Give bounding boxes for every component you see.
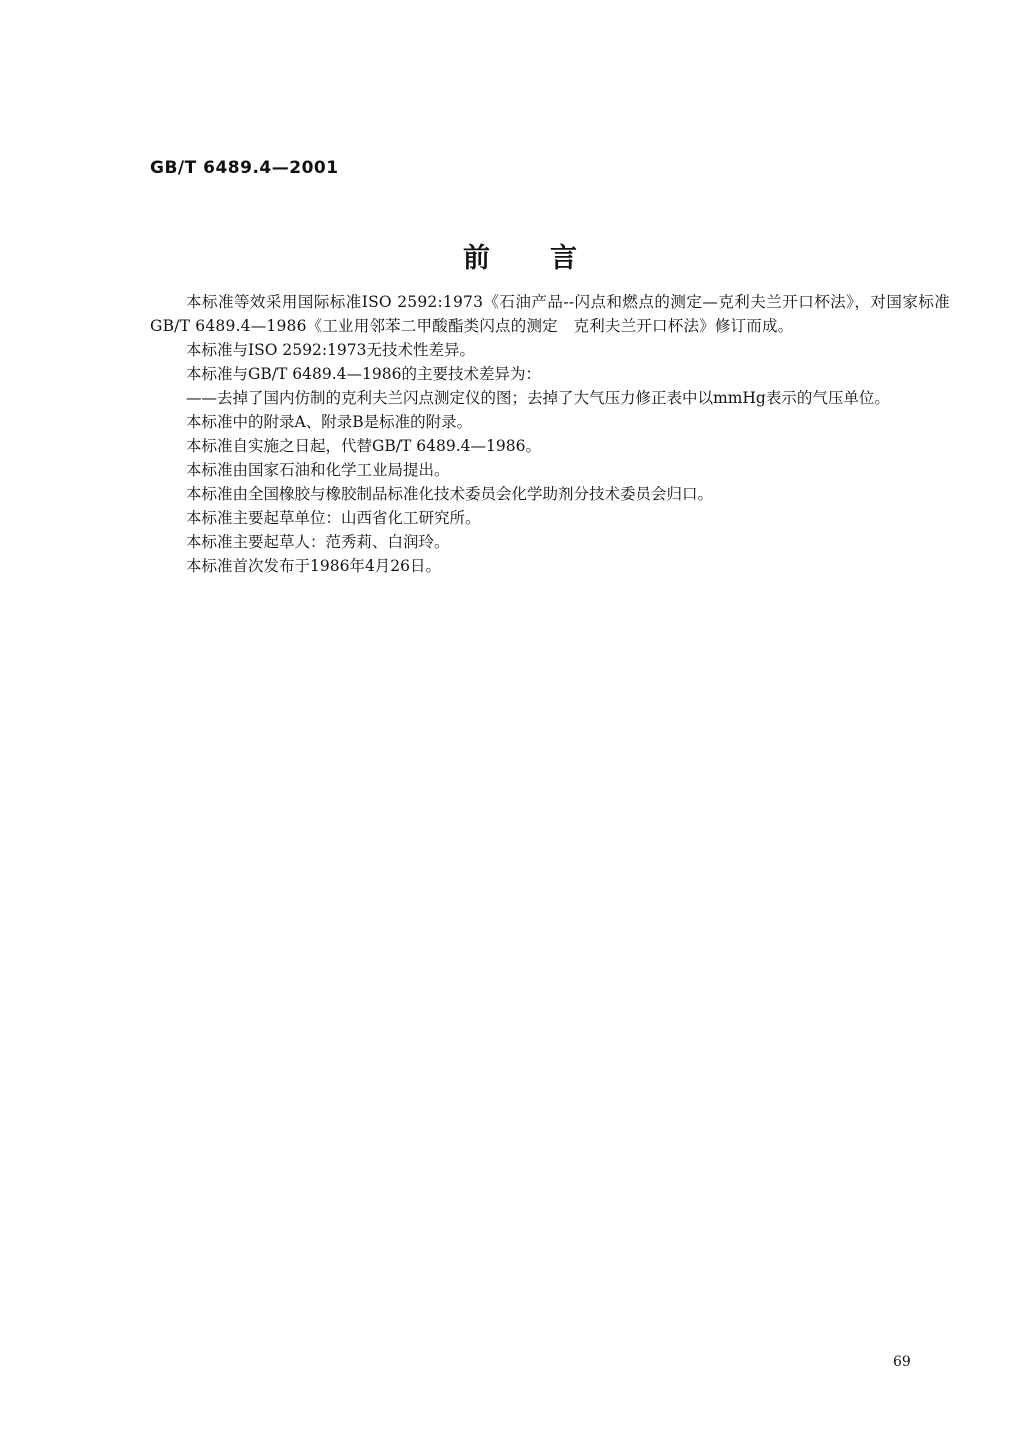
page-title: 前言 [463, 243, 637, 274]
paragraph-centralized-by: 本标准由全国橡胶与橡胶制品标准化技术委员会化学助剂分技术委员会归口。 [186, 485, 714, 503]
paragraph-proposed-by: 本标准由国家石油和化学工业局提出。 [186, 461, 450, 479]
paragraph-annexes: 本标准中的附录A、附录B是标准的附录。 [186, 413, 473, 431]
paragraph-replacement: 本标准自实施之日起，代替GB/T 6489.4—1986。 [186, 437, 541, 455]
paragraph-adoption: 本标准等效采用国际标准ISO 2592:1973《石油产品--闪点和燃点的测定—克利夫兰开口杯法》，对国家标准GB/T 6489.4—1986《工业用邻苯二甲酸酯类闪点的测定 克利夫兰开口杯法》修订而成。 [150, 293, 950, 335]
paragraph-no-difference: 本标准与ISO 2592:1973无技术性差异。 [186, 341, 475, 359]
preface-body [150, 290, 950, 578]
paragraph-drafters: 本标准主要起草人：范秀莉、白润玲。 [186, 533, 450, 551]
paragraph-difference-item: ——去掉了国内仿制的克利夫兰闪点测定仪的图；去掉了大气压力修正表中以mmHg表示的气压单位。 [186, 389, 890, 407]
page-number: 69 [893, 1354, 911, 1370]
paragraph-main-differences: 本标准与GB/T 6489.4—1986的主要技术差异为： [186, 365, 541, 383]
paragraph-first-issued: 本标准首次发布于1986年4月26日。 [186, 557, 442, 575]
standard-code: GB/T 6489.4—2001 [150, 158, 339, 178]
paragraph-drafting-unit: 本标准主要起草单位：山西省化工研究所。 [186, 509, 481, 527]
